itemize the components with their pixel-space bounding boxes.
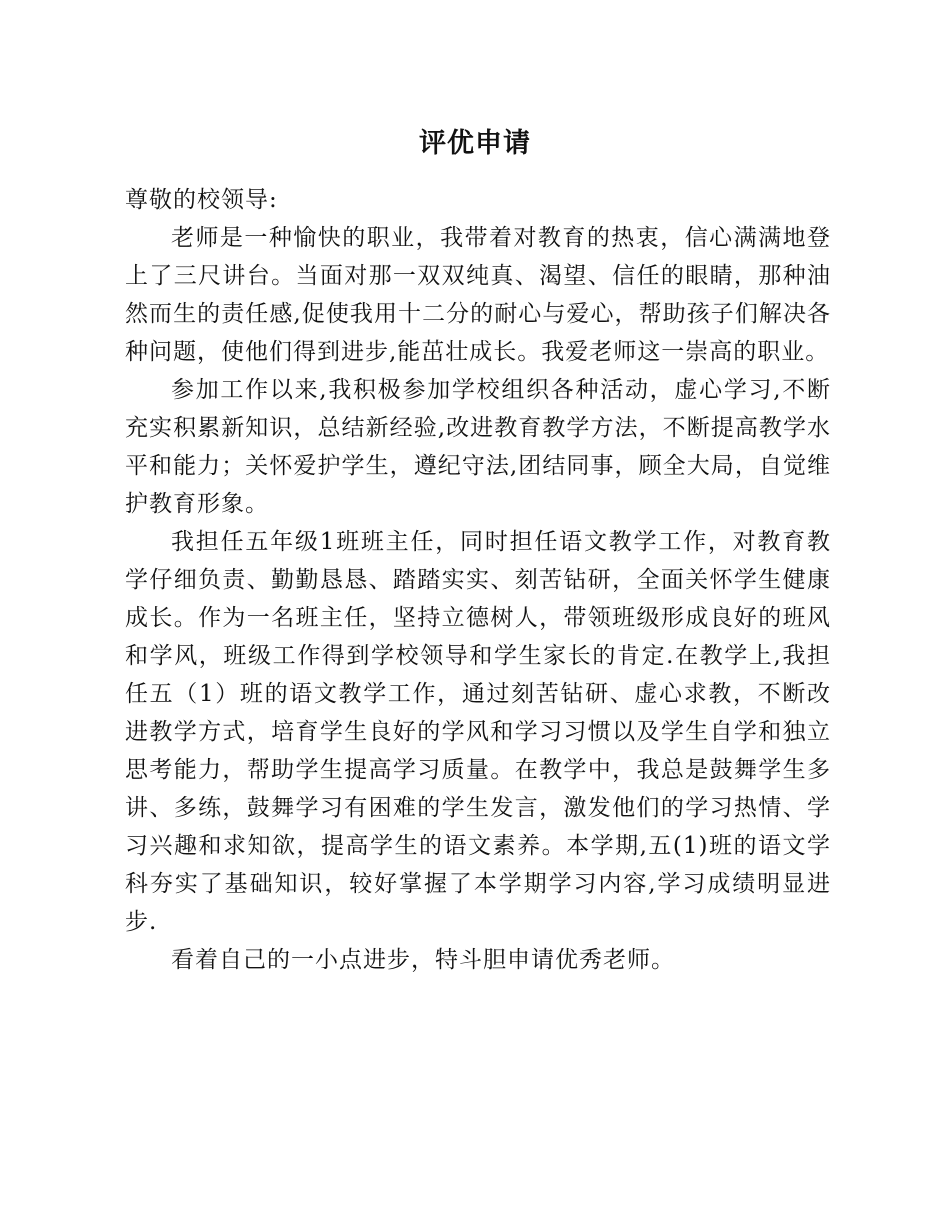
document-title: 评优申请 <box>419 128 531 159</box>
salutation: 尊敬的校领导: <box>125 187 278 213</box>
closing-sentence: 看着自己的一小点进步，特斗胆申请优秀老师。 <box>171 947 675 973</box>
document-body <box>125 181 831 979</box>
paragraph-2: 参加工作以来,我积极参加学校组织各种活动，虚心学习,不断充实积累新知识，总结新经验,改进教育教学方法，不断提高教学水平和能力；关怀爱护学生，遵纪守法,团结同事，顾全大局，自觉维护教育形象。 <box>125 377 831 517</box>
paragraph-3: 我担任五年级1班班主任，同时担任语文教学工作，对教育教学仔细负责、勤勤恳恳、踏踏实实、刻苦钻研，全面关怀学生健康成长。作为一名班主任，坚持立德树人，带领班级形成良好的班风和学风，班级工作得到学校领导和学生家长的肯定.在教学上,我担任五（1）班的语文教学工作，通过刻苦钻研、虚心求教，不断改进教学方式，培育学生良好的学风和学习习惯以及学生自学和独立思考能力，帮助学生提高学习质量。在教学中，我总是鼓舞学生多讲、多练，鼓舞学习有困难的学生发言，激发他们的学习热情、学习兴趣和求知欲，提高学生的语文素养。本学期,五(1)班的语文学科夯实了基础知识，较好掌握了本学期学习内容,学习成绩明显进步. <box>125 529 831 935</box>
paragraph-1: 老师是一种愉快的职业，我带着对教育的热衷，信心满满地登上了三尺讲台。当面对那一双双纯真、渴望、信任的眼睛，那种油然而生的责任感,促使我用十二分的耐心与爱心，帮助孩子们解决各种问题，使他们得到进步,能茁壮成长。我爱老师这一崇高的职业。 <box>125 225 831 365</box>
